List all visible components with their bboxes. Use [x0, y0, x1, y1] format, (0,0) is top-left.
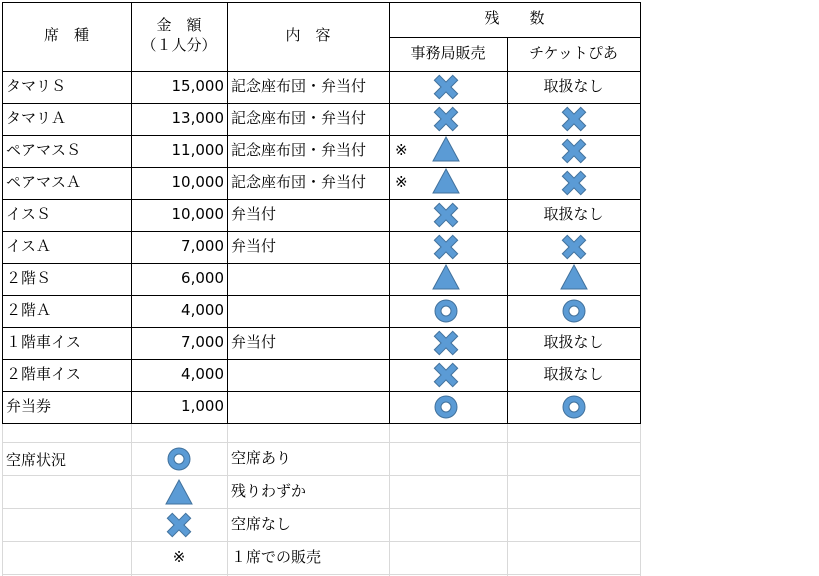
- triangle-mark-icon: [559, 262, 589, 292]
- price-cell: 4,000: [181, 301, 224, 319]
- border-line: [2, 423, 641, 424]
- triangle-mark-icon: [164, 477, 194, 507]
- single-seat-note: ※: [395, 141, 408, 159]
- gridline: [2, 541, 641, 542]
- gridline: [2, 442, 641, 443]
- circle-mark-icon: [559, 392, 589, 422]
- circle-mark-icon: [431, 392, 461, 422]
- seat-type-cell: タマリＡ: [6, 109, 67, 127]
- border-line: [640, 2, 641, 424]
- price-cell: 10,000: [171, 205, 224, 223]
- cross-mark-icon: [431, 232, 461, 262]
- cross-mark-icon: [431, 360, 461, 390]
- price-cell: 1,000: [181, 397, 224, 415]
- price-cell: 11,000: [171, 141, 224, 159]
- cross-mark-icon: [559, 104, 589, 134]
- cross-mark-icon: [431, 72, 461, 102]
- border-line: [2, 2, 641, 3]
- not-handled-text: 取扱なし: [543, 77, 604, 95]
- border-line: [389, 2, 390, 424]
- not-handled-text: 取扱なし: [543, 205, 604, 223]
- triangle-mark-icon: [431, 262, 461, 292]
- content-cell: 記念座布団・弁当付: [231, 109, 367, 127]
- cross-mark-icon: [559, 168, 589, 198]
- seat-type-cell: ２階Ｓ: [6, 269, 52, 287]
- cross-mark-icon: [164, 510, 194, 540]
- border-line: [2, 199, 641, 200]
- border-line: [2, 2, 3, 424]
- cross-mark-icon: [431, 200, 461, 230]
- seat-type-cell: ２階Ａ: [6, 301, 52, 319]
- content-cell: 弁当付: [231, 333, 277, 351]
- border-line: [2, 359, 641, 360]
- single-seat-note: ※: [395, 173, 408, 191]
- gridline: [640, 423, 641, 576]
- triangle-mark-icon: [431, 166, 461, 196]
- border-line: [2, 135, 641, 136]
- seat-type-cell: 弁当券: [6, 397, 52, 415]
- content-cell: 記念座布団・弁当付: [231, 141, 367, 159]
- gridline: [2, 423, 3, 576]
- gridline: [227, 423, 228, 576]
- content-cell: 弁当付: [231, 205, 277, 223]
- price-cell: 7,000: [181, 333, 224, 351]
- border-line: [131, 2, 132, 424]
- seat-type-cell: ペアマスＳ: [6, 141, 82, 159]
- legend-label: 残りわずか: [231, 481, 307, 500]
- border-line: [2, 263, 641, 264]
- border-line: [2, 231, 641, 232]
- legend-label: 空席あり: [231, 448, 292, 467]
- legend-note-symbol: ※: [172, 547, 186, 566]
- border-line: [389, 37, 641, 38]
- cross-mark-icon: [559, 136, 589, 166]
- border-line: [2, 391, 641, 392]
- legend-label: 空席なし: [231, 514, 292, 533]
- price-cell: 10,000: [171, 173, 224, 191]
- border-line: [507, 2, 508, 424]
- seat-type-cell: ２階車イス: [6, 365, 81, 383]
- seat-type-cell: １階車イス: [6, 333, 81, 351]
- border-line: [2, 295, 641, 296]
- content-cell: 弁当付: [231, 237, 277, 255]
- border-line: [2, 103, 641, 104]
- price-cell: 13,000: [171, 109, 224, 127]
- cross-mark-icon: [431, 328, 461, 358]
- header-seat-type: 席 種: [43, 26, 90, 44]
- content-cell: 記念座布団・弁当付: [231, 77, 367, 95]
- header-price-per-person: （１人分）: [141, 36, 217, 54]
- border-line: [2, 167, 641, 168]
- circle-mark-icon: [559, 296, 589, 326]
- cross-mark-icon: [431, 104, 461, 134]
- gridline: [389, 423, 390, 576]
- gridline: [2, 475, 641, 476]
- header-ticket-pia: チケットぴあ: [529, 44, 618, 62]
- border-line: [2, 71, 641, 72]
- not-handled-text: 取扱なし: [543, 333, 604, 351]
- header-remaining: 残 数: [484, 9, 545, 27]
- seat-type-cell: イスＡ: [6, 237, 51, 255]
- not-handled-text: 取扱なし: [543, 365, 604, 383]
- gridline: [2, 508, 641, 509]
- price-cell: 7,000: [181, 237, 224, 255]
- gridline: [131, 423, 132, 576]
- circle-mark-icon: [164, 444, 194, 474]
- border-line: [2, 327, 641, 328]
- gridline: [507, 423, 508, 576]
- triangle-mark-icon: [431, 134, 461, 164]
- content-cell: 記念座布団・弁当付: [231, 173, 367, 191]
- price-cell: 4,000: [181, 365, 224, 383]
- seat-type-cell: ペアマスＡ: [6, 173, 82, 191]
- circle-mark-icon: [431, 296, 461, 326]
- legend-title: 空席状況: [6, 451, 67, 469]
- price-cell: 6,000: [181, 269, 224, 287]
- legend-label: １席での販売: [231, 547, 322, 566]
- seat-type-cell: イスＳ: [6, 205, 51, 223]
- price-cell: 15,000: [171, 77, 224, 95]
- header-office-sales: 事務局販売: [410, 44, 486, 62]
- border-line: [227, 2, 228, 424]
- header-content: 内 容: [285, 26, 331, 44]
- seat-type-cell: タマリＳ: [6, 77, 67, 95]
- cross-mark-icon: [559, 232, 589, 262]
- header-price: 金 額: [156, 16, 202, 34]
